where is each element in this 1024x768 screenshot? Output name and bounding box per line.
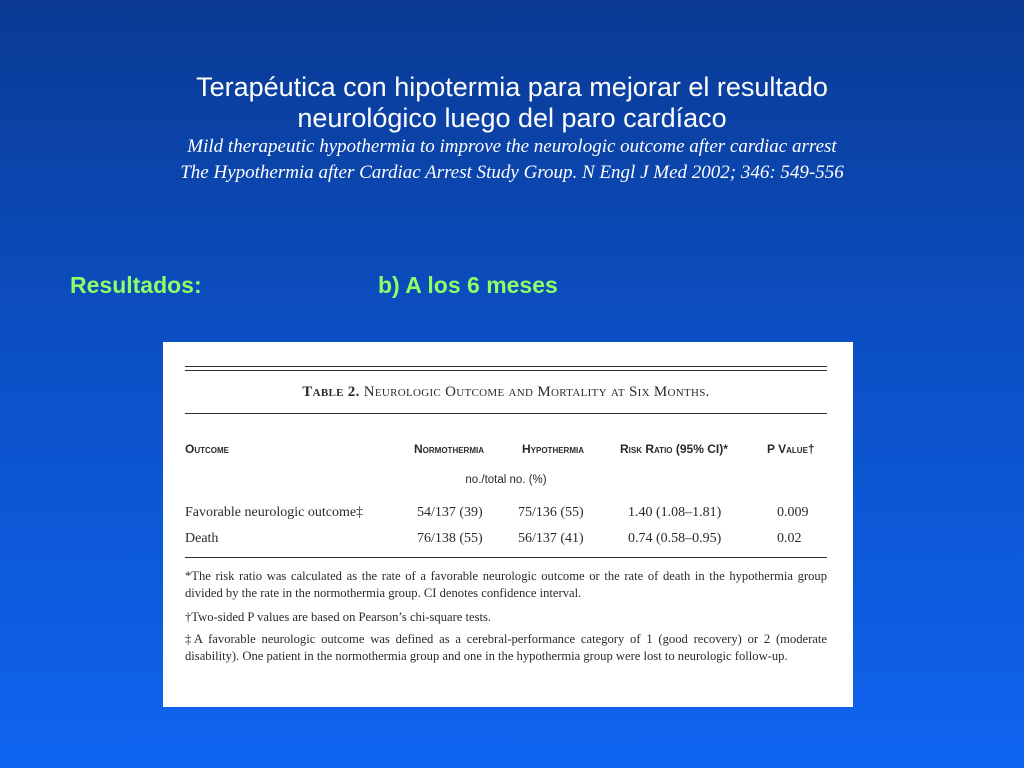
top-rule [185,366,827,367]
units-row: no./total no. (%) [465,474,547,486]
header-risk-ratio: Risk Ratio (95% CI)* [620,442,728,456]
slide-title-line-1: Terapéutica con hipotermia para mejorar el resultado [196,72,828,102]
slide-title-block [0,72,1024,186]
row-2-normothermia: 76/138 (55) [417,531,483,546]
table-caption-text: Neurologic Outcome and Mortality at Six Months. [363,384,710,400]
results-label: Resultados: [70,272,202,298]
row-2-risk-ratio: 0.74 (0.58–0.95) [628,531,722,546]
row-1-outcome: Favorable neurologic outcome‡ [185,505,364,520]
footnote-p-value: †Two-sided P values are based on Pearson’s chi-square tests. [185,610,492,624]
results-period: b) A los 6 meses [378,272,558,298]
table-image-panel [163,342,853,707]
row-1-normothermia: 54/137 (39) [417,505,483,520]
row-2-p-value: 0.02 [777,531,802,546]
footnote-favorable-outcome: ‡A favorable neurologic outcome was defined as a cerebral-performance category of 1 (good recovery) or 2 (moderate disability). One patient in the normothermia group and one in the hypothermia group were lost to neurologic follow-up. [185,632,827,663]
slide-title-line-2: neurológico luego del paro cardíaco [297,103,727,133]
row-2-hypothermia: 56/137 (41) [518,531,584,546]
header-p-value: P Value† [767,442,815,456]
table-caption-label: Table 2. [302,384,360,400]
header-hypothermia: Hypothermia [522,442,585,456]
row-2-outcome: Death [185,531,219,546]
top-rule-double [185,370,827,371]
article-title-english: Mild therapeutic hypothermia to improve the neurologic outcome after cardiac arrest [187,136,837,157]
caption-rule [185,413,827,414]
article-citation: The Hypothermia after Cardiac Arrest Study Group. N Engl J Med 2002; 346: 549-556 [180,162,844,183]
row-1-p-value: 0.009 [777,505,809,520]
row-1-hypothermia: 75/136 (55) [518,505,584,520]
footnote-risk-ratio: *The risk ratio was calculated as the rate of a favorable neurologic outcome or the rate of death in the hypothermia group divided by the rate in the normothermia group. CI denotes confidence interval. [185,569,827,600]
header-normothermia: Normothermia [414,442,484,456]
footnote-rule [185,557,827,558]
row-1-risk-ratio: 1.40 (1.08–1.81) [628,505,722,520]
header-outcome: Outcome [185,442,229,456]
table-caption [185,384,827,401]
